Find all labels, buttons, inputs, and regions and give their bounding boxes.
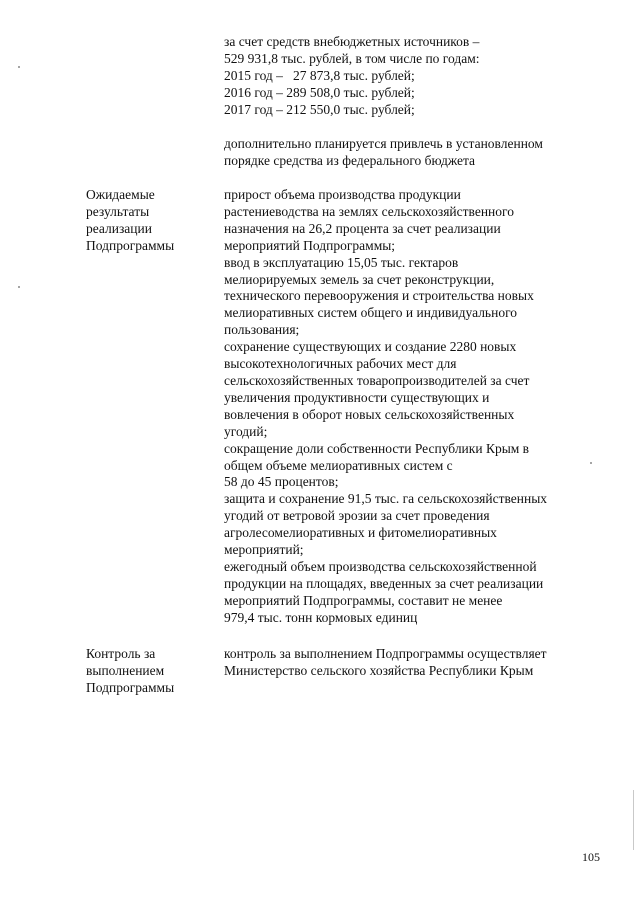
text-line: защита и сохранение 91,5 тыс. га сельскохозяйственных <box>224 491 548 507</box>
scan-speck <box>18 286 20 288</box>
label-line: Подпрограммы <box>86 237 175 253</box>
text-line: 2015 год – 27 873,8 тыс. рублей; <box>224 67 415 83</box>
text-line: общем объеме мелиоративных систем с <box>224 457 453 473</box>
text-line: растениеводства на землях сельскохозяйственного <box>224 203 514 219</box>
label-line: Контроль за <box>86 646 156 661</box>
text-line: 58 до 45 процентов; <box>224 474 339 490</box>
text-line: высокотехнологичных рабочих мест для <box>224 356 457 372</box>
text-line: 2017 год – 212 550,0 тыс. рублей; <box>224 101 415 117</box>
text-line: увеличения продуктивности существующих и <box>224 389 490 405</box>
scan-speck <box>590 462 592 464</box>
financing-text <box>224 34 604 119</box>
control-text <box>224 646 604 680</box>
label-line: Ожидаемые <box>86 187 155 202</box>
text-line: пользования; <box>224 322 300 338</box>
text-line: мероприятий; <box>224 542 304 558</box>
expected-results-text <box>224 187 604 627</box>
label-line: выполнением <box>86 662 165 678</box>
text-line: сохранение существующих и создание 2280 новых <box>224 339 517 355</box>
text-line: сельскохозяйственных товаропроизводителей за счет <box>224 372 530 388</box>
text-line: Министерство сельского хозяйства Республики Крым <box>224 662 534 678</box>
text-line: за счет средств внебюджетных источников – <box>224 34 480 49</box>
text-line: мелиоративных систем общего и индивидуального <box>224 305 518 321</box>
text-line: мероприятий Подпрограммы; <box>224 237 396 253</box>
text-line: ежегодный объем производства сельскохозяйственной <box>224 558 537 574</box>
text-line: ввод в эксплуатацию 15,05 тыс. гектаров <box>224 254 459 270</box>
text-line: контроль за выполнением Подпрограммы осуществляет <box>224 646 547 661</box>
text-line: вовлечения в оборот новых сельскохозяйственных <box>224 406 515 422</box>
scan-speck <box>18 66 20 68</box>
label-line: результаты <box>86 203 150 219</box>
text-line: 979,4 тыс. тонн кормовых единиц <box>224 609 418 625</box>
text-line: дополнительно планируется привлечь в установленном <box>224 136 543 151</box>
text-line: агролесомелиоративных и фитомелиоративных <box>224 525 497 541</box>
text-line: мероприятий Подпрограммы, составит не менее <box>224 592 503 608</box>
text-line: 2016 год – 289 508,0 тыс. рублей; <box>224 84 415 100</box>
label-line: Подпрограммы <box>86 679 175 695</box>
scan-edge-mark <box>633 790 634 850</box>
control-label <box>86 646 216 697</box>
text-line: мелиорируемых земель за счет реконструкции, <box>224 271 495 287</box>
text-line: назначения на 26,2 процента за счет реализации <box>224 220 501 236</box>
page-number: 105 <box>582 850 600 864</box>
text-line: порядке средства из федерального бюджета <box>224 152 476 168</box>
text-line: сокращение доли собственности Республики Крым в <box>224 440 530 456</box>
text-line: угодий от ветровой эрозии за счет проведения <box>224 508 490 524</box>
text-line: 529 931,8 тыс. рублей, в том числе по годам: <box>224 50 480 66</box>
additional-financing-text <box>224 136 604 170</box>
text-line: прирост объема производства продукции <box>224 187 461 202</box>
text-line: технического перевооружения и строительства новых <box>224 288 534 304</box>
expected-results-label <box>86 187 216 255</box>
label-line: реализации <box>86 220 152 236</box>
text-line: угодий; <box>224 423 268 439</box>
text-line: продукции на площадях, введенных за счет реализации <box>224 575 544 591</box>
